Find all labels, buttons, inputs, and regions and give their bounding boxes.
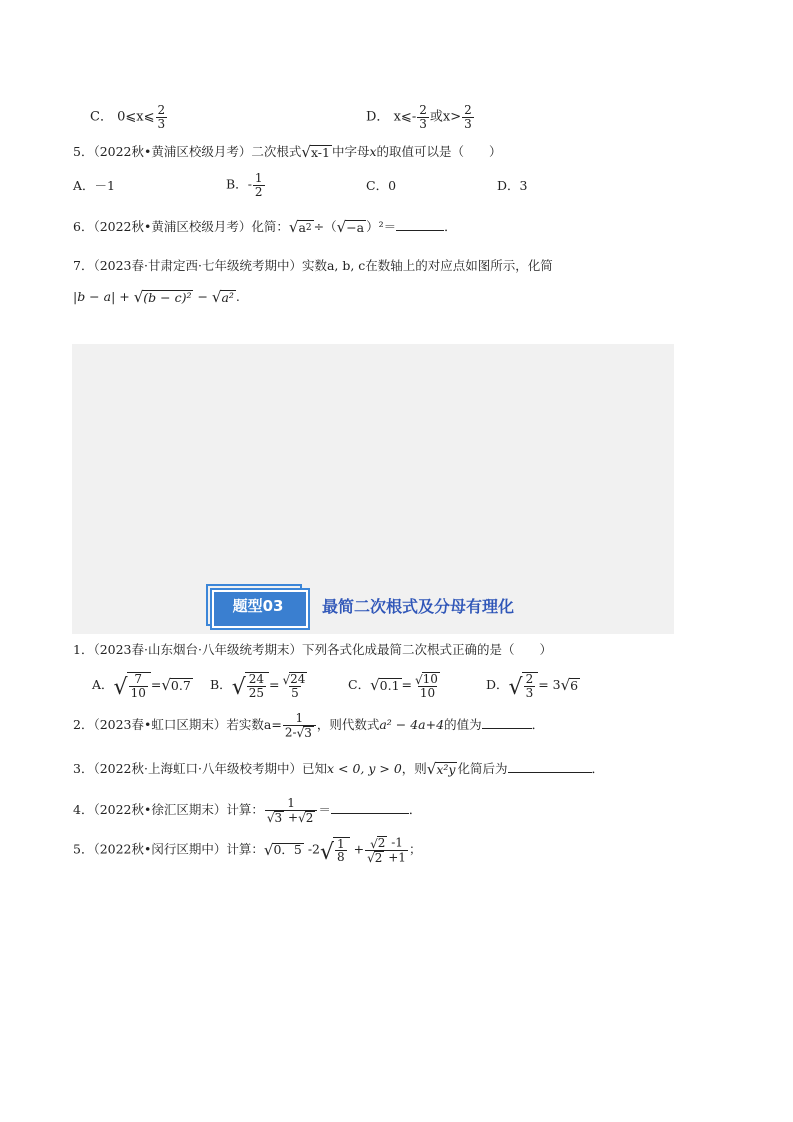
q5-option-c: C．0 [366, 178, 397, 193]
q5-option-b: B．- $\frac{1}{2}$ [226, 171, 263, 199]
s1-stem: 1．（2023春·山东烟台·八年级统考期末）下列各式化成最简二次根式正确的是（ ） [73, 642, 552, 657]
s5-stem: 5．（2022秋•闵行区期中）计算： √ 0．5 -2 √ $\frac{1}{8}$ + √ 2 -1 √ 2 +1 ； [73, 835, 422, 866]
q7-stem: 7．（2023春·甘肃定西·七年级统考期中）实数a, b, c在数轴上的对应点如图所示，化简 [73, 258, 553, 273]
s1-option-d: D． √ $\frac{2}{3}$ = 3 √ 6 [486, 672, 579, 701]
s2-stem: 2．（2023春•虹口区期末）若实数a= 1 2- √ 3 ，则代数式a² − 4a+4的值为 ． [73, 711, 545, 741]
answer-blank [331, 813, 409, 814]
s3-stem: 3．（2022秋·上海虹口·八年级校考期中）已知x < 0, y > 0，则 √ x²y 化简后为 ． [73, 760, 605, 778]
q7-expression: |b − a| + √ (b − c)² − √ a² . [73, 288, 240, 306]
section-title: 最简二次根式及分母有理化 [322, 597, 515, 616]
answer-blank [396, 230, 444, 231]
number-line-figure [72, 344, 674, 634]
answer-blank [482, 728, 532, 729]
q5-option-a: A．－1 [73, 178, 115, 193]
q4-option-c: C． 0⩽x⩽ $\frac{2}{3}$ [90, 103, 166, 131]
q4-option-d: D． x⩽- $\frac{2}{3}$ 或x> $\frac{2}{3}$ [366, 103, 472, 131]
fraction: $\frac{2}{3}$ [157, 103, 166, 131]
q6-stem: 6．（2022秋•黄浦区校级月考）化简： √ a 2 ÷（ √ −a ）²＝ ． [73, 218, 457, 236]
q5-option-d: D．3 [497, 178, 528, 193]
section-label: 题型03 [232, 597, 284, 615]
s4-stem: 4．（2022秋•徐汇区期末）计算： 1 √ 3 + √ 2 ＝ ． [73, 796, 422, 826]
s1-option-a: A． √ $\frac{7}{10}$ = √ 0.7 [92, 672, 191, 701]
fraction: $\frac{2}{3}$ [464, 103, 472, 131]
sqrt: √ a 2 [288, 218, 312, 236]
sqrt: √ x-1 [301, 143, 330, 161]
q5-stem: 5．（2022秋•黄浦区校级月考）二次根式 √ x-1 中字母x的取值可以是（ ） [73, 143, 502, 161]
fraction: $\frac{2}{3}$ [419, 103, 427, 131]
s1-option-b: B． √ $\frac{24}{25}$ = √ 24 5 [210, 672, 306, 701]
answer-blank [508, 772, 592, 773]
sqrt: √ −a [336, 218, 365, 236]
s1-option-c: C． √ 0.1 = √ 10 10 [348, 672, 438, 700]
